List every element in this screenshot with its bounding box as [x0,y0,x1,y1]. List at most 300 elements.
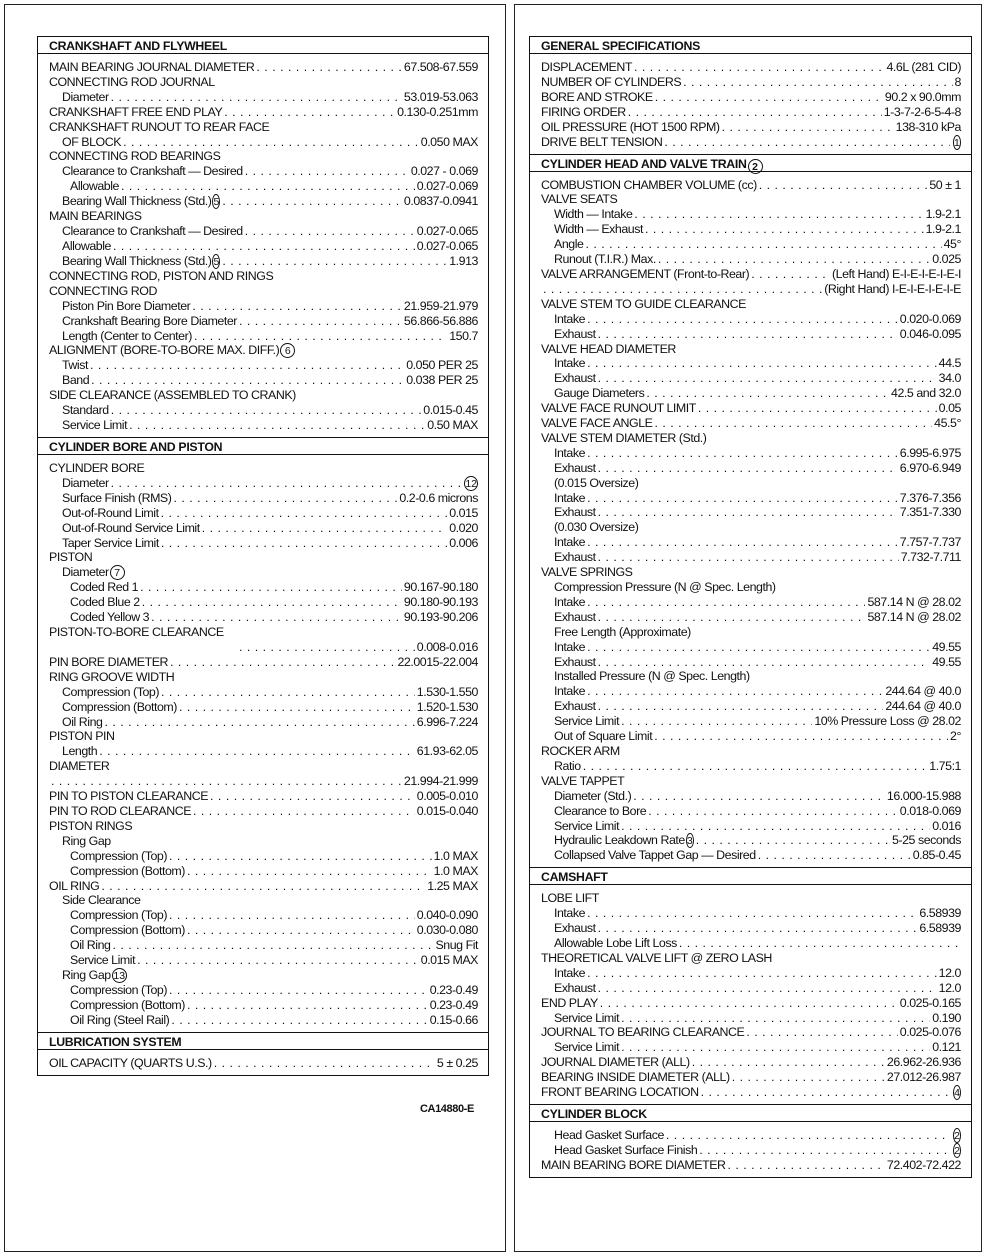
leader-dots [140,580,402,595]
spec-row [49,388,478,403]
leader-dots [583,759,928,774]
spec-value: 8 [954,74,961,89]
leader-dots [169,849,432,864]
spec-label: Service Limit [554,1040,620,1055]
spec-value: 50 ± 1 [929,177,961,192]
leader-dots [179,700,415,715]
spec-value: 7.757-7.737 [899,535,961,550]
spec-row [49,610,478,625]
spec-label: CONNECTING ROD JOURNAL [49,74,215,89]
section-title: LUBRICATION SYSTEM [38,1033,488,1050]
leader-dots [171,1013,427,1028]
spec-row [541,105,961,120]
spec-row [49,135,478,150]
spec-label: Intake [554,639,586,654]
spec-row [49,804,478,819]
leader-dots [161,536,447,551]
leader-dots [214,1056,435,1071]
spec-label: OF BLOCK [62,134,122,149]
spec-label: Out of Square Limit [554,729,653,744]
spec-row [541,1011,961,1026]
spec-label: Oil Ring [70,938,111,953]
leader-dots [621,819,930,834]
spec-value: 1.520-1.530 [416,699,478,714]
spec-row [49,179,478,194]
spec-row [49,269,478,284]
spec-label: Coded Yellow 3 [70,610,150,625]
spec-label: Clearance to Bore [554,803,647,818]
spec-value: 0.030-0.080 [416,923,478,938]
spec-row [541,416,961,431]
spec-row [49,491,478,506]
spec-value: 67.508-67.559 [403,60,478,74]
spec-label: VALVE FACE RUNOUT LIMIT [541,401,696,416]
spec-label: Bearing Wall Thickness (Std.) [62,194,212,209]
spec-label: Intake [554,445,586,460]
spec-label: Gauge Diameters [554,386,645,401]
leader-dots [111,403,422,418]
spec-row [541,729,961,744]
spec-label: CONNECTING ROD [49,283,157,298]
spec-value: 7.732-7.711 [900,550,961,565]
spec-row [541,120,961,135]
leader-dots [245,164,409,179]
leader-dots [161,506,448,521]
leader-dots [655,90,883,105]
spec-label: Clearance to Crankshaft — Desired [62,164,243,179]
spec-value: 10% Pressure Loss @ 28.02 [814,714,961,729]
leader-dots [111,476,462,491]
spec-row [49,75,478,90]
spec-label: Free Length (Approximate) [554,624,691,639]
spec-row [541,491,961,506]
spec-value: 61.93-62.05 [416,744,478,759]
leader-dots [664,135,949,150]
spec-label: Exhaust [554,371,596,386]
spec-label: Service Limit [554,1010,620,1025]
spec-label: JOURNAL DIAMETER (ALL) [541,1055,690,1070]
leader-dots [187,864,432,879]
spec-row [49,580,478,595]
leader-dots [587,312,898,327]
spec-label: Compression (Top) [62,684,160,699]
spec-row [49,1056,478,1071]
spec-label: Intake [554,535,586,550]
spec-label: Intake [554,594,586,609]
spec-value: 244.64 @ 40.0 [885,699,961,714]
spec-value: 16.000-15.988 [886,788,961,803]
spec-value: 0.005-0.010 [416,789,478,804]
spec-label: Runout (T.I.R.) Max. [554,252,656,267]
spec-value: 0.027-0.069 [416,179,478,194]
spec-row [49,864,478,879]
spec-row [49,373,478,388]
spec-label: Intake [554,684,586,699]
spec-row [541,655,961,670]
spec-label: NUMBER OF CYLINDERS [541,74,682,89]
left-spec-column [37,36,489,1076]
spec-label: Allowable Lobe Lift Loss [554,936,677,951]
spec-label: Bearing Wall Thickness (Std.) [62,253,212,268]
spec-row [541,237,961,252]
note-marker: 3 [686,835,693,848]
spec-value: 34.0 [938,371,961,386]
spec-value: 27.012-26.987 [886,1070,961,1085]
spec-row [49,700,478,715]
spec-label: Allowable [62,238,111,253]
leader-dots [210,789,415,804]
spec-row [541,60,961,75]
spec-row [541,580,961,595]
spec-row [541,178,961,193]
spec-row [541,446,961,461]
spec-label: PISTON RINGS [49,818,133,833]
spec-value: 0.23-0.49 [429,982,478,997]
spec-value: 0.020 [449,520,478,535]
section-title: CRANKSHAFT AND FLYWHEEL [38,37,488,54]
spec-label: Intake [554,965,586,980]
spec-value: 7.351-7.330 [899,505,961,520]
spec-label: Installed Pressure (N @ Spec. Length) [554,669,750,684]
spec-value: 150.7 [449,328,478,343]
spec-label: VALVE SEATS [541,192,618,207]
spec-row [541,327,961,342]
spec-label: Service Limit [62,418,128,433]
spec-label: Diameter (Std.) [554,788,632,803]
leader-dots [587,491,898,506]
spec-row [49,565,478,580]
spec-row [541,431,961,446]
spec-value: 0.027 - 0.069 [410,164,478,179]
spec-row [541,565,961,580]
spec-label: Side Clearance [62,893,141,908]
spec-label: CYLINDER BORE [49,460,145,475]
spec-label: Collapsed Valve Tappet Gap — Desired [554,848,756,863]
leader-dots [732,1070,885,1085]
spec-value: 0.121 [932,1040,961,1055]
leader-dots [587,906,917,921]
leader-dots [621,1011,930,1026]
spec-row [49,595,478,610]
leader-dots [658,252,930,267]
leader-dots [598,981,937,996]
spec-label: ALIGNMENT (BORE-TO-BORE MAX. DIFF.) [49,343,280,358]
spec-label: Diameter [62,89,109,104]
spec-label: VALVE STEM TO GUIDE CLEARANCE [541,296,746,311]
spec-label: Exhaust [554,609,596,624]
spec-label: ROCKER ARM [541,743,620,758]
leader-dots [123,135,419,150]
spec-row [541,282,961,297]
spec-row [541,252,961,267]
leader-dots [112,938,433,953]
spec-value: 0.85-0.45 [912,848,961,863]
spec-row [541,297,961,312]
spec-label: Exhaust [554,654,596,669]
leader-dots [598,461,898,476]
spec-label: Length [62,744,98,759]
spec-label: CRANKSHAFT RUNOUT TO REAR FACE [49,119,270,134]
spec-value: 0.046-0.095 [899,326,961,341]
lubrication-section [37,1032,489,1076]
crankshaft-section [37,36,489,437]
spec-value: 56.866-56.886 [403,313,478,328]
leader-dots [634,60,884,75]
leader-dots [598,371,937,386]
spec-row [541,744,961,759]
spec-label: Width — Exhaust [554,222,643,237]
leader-dots [101,879,425,894]
leader-dots [598,550,899,565]
spec-value: 21.994-21.999 [403,774,478,789]
spec-value: 22.0015-22.004 [397,654,478,669]
spec-value: 587.14 N @ 28.02 [867,609,961,624]
cylinder-bore-section [37,437,489,1032]
spec-value: 0.006 [449,535,478,550]
spec-value: 0.050 PER 25 [406,358,478,373]
spec-value: 5-25 seconds [892,833,961,848]
spec-label: Compression Pressure (N @ Spec. Length) [554,580,776,594]
spec-row [541,1158,961,1173]
spec-row [49,284,478,299]
spec-label: Twist [62,358,88,373]
spec-value: 0.025 [932,252,961,267]
spec-label: Standard [62,403,109,418]
spec-row [49,476,478,491]
spec-row [49,715,478,730]
spec-row [49,461,478,476]
spec-label: Intake [554,490,586,505]
spec-row [541,996,961,1011]
section-title: GENERAL SPECIFICATIONS [530,37,971,54]
spec-row [49,536,478,551]
leader-dots [648,804,898,819]
note-marker: 1 [954,136,960,149]
section-title: CYLINDER BLOCK [530,1105,971,1122]
spec-row [49,418,478,433]
spec-label: RING GROOVE WIDTH [49,669,175,684]
spec-value: 1.25 MAX [427,878,478,893]
note-marker: 2 [748,159,763,174]
spec-row [541,936,961,951]
spec-label: PISTON-TO-BORE CLEARANCE [49,625,224,640]
spec-label: Head Gasket Surface [554,1128,664,1143]
spec-label: CRANKSHAFT FREE END PLAY [49,104,223,119]
spec-value: 0.015-0.040 [416,803,478,818]
leader-dots [222,254,447,269]
spec-row [49,105,478,120]
leader-dots [192,299,402,314]
leader-dots [121,179,415,194]
spec-label: PISTON PIN [49,729,115,744]
leader-dots [598,327,898,342]
spec-row [49,329,478,344]
spec-label: FRONT BEARING LOCATION [541,1085,699,1100]
spec-row [541,222,961,237]
spec-label: Compression (Bottom) [70,997,185,1012]
spec-row [49,983,478,998]
spec-label: CONNECTING ROD, PISTON AND RINGS [49,268,274,283]
spec-label: Ratio [554,758,581,773]
leader-dots [598,699,884,714]
leader-dots [170,655,395,670]
spec-value: Snug Fit [435,938,478,953]
spec-label: (0.030 Oversize) [554,520,639,535]
spec-row [49,239,478,254]
spec-label: Service Limit [70,953,136,968]
leader-dots [621,1040,930,1055]
leader-dots [587,684,883,699]
spec-row [541,90,961,105]
spec-value: 21.959-21.979 [403,298,478,313]
note-marker: 7 [110,565,125,580]
spec-label: DISPLACEMENT [541,60,632,74]
spec-row [49,849,478,864]
leader-dots [104,715,414,730]
spec-value: 44.5 [938,356,961,371]
spec-row [49,1013,478,1028]
leader-dots [194,329,447,344]
leader-dots [633,789,885,804]
spec-row [541,476,961,491]
spec-label: FIRING ORDER [541,104,626,119]
spec-row [49,358,478,373]
spec-value: 0.15-0.66 [429,1012,478,1027]
spec-value: 0.015 [449,505,478,520]
leader-dots [598,505,898,520]
spec-row [541,774,961,789]
spec-value: 0.038 PER 25 [406,373,478,388]
spec-row [541,1143,961,1158]
section-title: CAMSHAFT [530,868,971,885]
spec-label: Exhaust [554,550,596,565]
spec-row [541,833,961,848]
spec-value: 0.027-0.065 [416,224,478,239]
spec-value: 72.402-72.422 [886,1158,961,1173]
note-marker: 5 [213,255,220,268]
spec-row [49,521,478,536]
spec-row [49,923,478,938]
spec-label: Intake [554,356,586,371]
leader-dots [722,120,894,135]
spec-row [49,938,478,953]
spec-value: 1-3-7-2-6-5-4-8 [883,104,961,119]
spec-row [541,610,961,625]
spec-value: 0.008-0.016 [416,640,478,654]
leader-dots [759,178,928,193]
spec-label: Compression (Bottom) [70,923,185,938]
spec-row [541,371,961,386]
spec-label: Oil Ring (Steel Rail) [70,1012,170,1027]
spec-value: 6.58939 [919,921,961,936]
spec-label: Oil Ring [62,714,103,729]
leader-dots [683,75,952,90]
spec-row [49,164,478,179]
spec-label: MAIN BEARING BORE DIAMETER [541,1158,726,1173]
spec-label: PIN TO ROD CLEARANCE [49,803,192,818]
spec-row [49,998,478,1013]
spec-row [49,640,478,655]
spec-value: 26.962-26.936 [886,1055,961,1070]
leader-dots [621,714,812,729]
leader-dots [645,222,924,237]
spec-label: Width — Intake [554,207,633,222]
leader-dots [587,356,937,371]
leader-dots [169,983,428,998]
spec-label: Exhaust [554,699,596,714]
spec-value: 1.913 [449,253,478,268]
spec-value: 6.996-7.224 [416,714,478,729]
leader-dots [173,491,397,506]
spec-label: Service Limit [554,818,620,833]
leader-dots [587,446,898,461]
leader-dots [692,1055,885,1070]
leader-dots [751,267,830,282]
spec-row [541,625,961,640]
spec-value: 0.025-0.165 [899,995,961,1010]
spec-value: 0.016 [932,818,961,833]
spec-label: COMBUSTION CHAMBER VOLUME (cc) [541,177,757,192]
leader-dots [585,237,941,252]
leader-dots [222,194,402,209]
leader-dots [113,239,415,254]
spec-row [49,60,478,75]
spec-label: Crankshaft Bearing Bore Diameter [62,313,237,328]
spec-row [49,90,478,105]
spec-label: PIN BORE DIAMETER [49,654,169,669]
spec-row [541,804,961,819]
spec-row [541,640,961,655]
leader-dots [598,655,931,670]
spec-row [49,834,478,849]
spec-value: 1.530-1.550 [416,684,478,699]
spec-label: Intake [554,311,586,326]
leader-dots [543,282,822,297]
spec-value: 0.0837-0.0941 [403,194,478,209]
spec-label: Compression (Bottom) [70,863,185,878]
leader-dots [187,998,428,1013]
leader-dots [187,923,415,938]
spec-row [541,1085,961,1100]
leader-dots [646,386,889,401]
spec-value: 0.050 MAX [420,134,478,149]
spec-label: Intake [554,906,586,921]
spec-label: Ring Gap [62,833,111,848]
spec-row [541,595,961,610]
spec-row [49,550,478,565]
spec-row [541,921,961,936]
leader-dots [699,1143,950,1158]
leader-dots [654,729,948,744]
spec-value: (Left Hand) E-I-E-I-E-I-E-I [832,266,961,281]
spec-row [541,312,961,327]
spec-label: JOURNAL TO BEARING CLEARANCE [541,1025,745,1040]
spec-value: 1.75:1 [929,758,961,773]
spec-value: 1.9-2.1 [925,207,961,222]
spec-label: Exhaust [554,460,596,475]
spec-value: 0.23-0.49 [429,997,478,1012]
spec-row [541,848,961,863]
spec-row [49,759,478,774]
spec-label: VALVE FACE ANGLE [541,416,653,431]
note-marker: 13 [113,969,126,982]
spec-value: 90.167-90.180 [403,580,478,595]
spec-row [49,879,478,894]
spec-value: 7.376-7.356 [899,490,961,505]
spec-value: 0.05 [938,401,961,416]
spec-value: 1.0 MAX [433,848,478,863]
spec-row [49,774,478,789]
